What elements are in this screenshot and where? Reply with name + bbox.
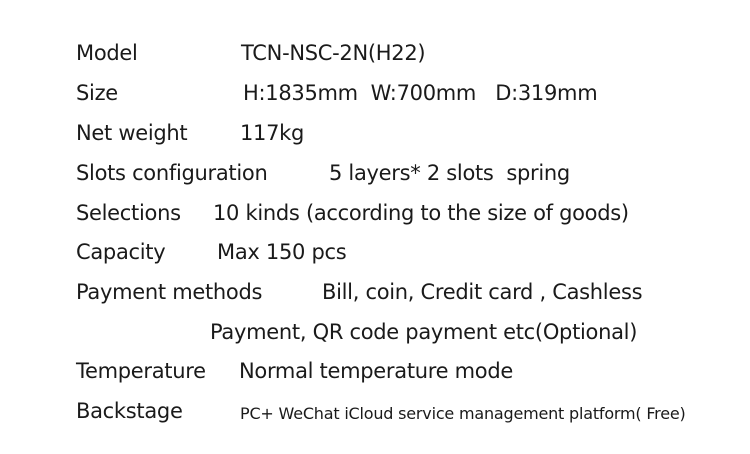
capacity-value: Max 150 pcs [217, 240, 347, 264]
backstage-value: PC+ WeChat iCloud service management platform( Free) [240, 404, 686, 423]
payment-label: Payment methods [76, 280, 263, 304]
selections-value: 10 kinds (according to the size of goods) [213, 201, 629, 225]
capacity-label: Capacity [76, 240, 166, 264]
net-weight-label: Net weight [76, 121, 188, 145]
net-weight-value: 117kg [240, 121, 305, 145]
payment-value-line1: Bill, coin, Credit card , Cashless [322, 280, 643, 304]
slots-label: Slots configuration [76, 161, 268, 185]
model-value: TCN-NSC-2N(H22) [241, 41, 426, 65]
slots-value: 5 layers* 2 slots spring [329, 161, 570, 185]
payment-value-line2: Payment, QR code payment etc(Optional) [210, 320, 638, 344]
selections-label: Selections [76, 201, 181, 225]
temperature-label: Temperature [76, 359, 206, 383]
size-value: H:1835mm W:700mm D:319mm [243, 81, 598, 105]
backstage-label: Backstage [76, 399, 183, 423]
temperature-value: Normal temperature mode [239, 359, 513, 383]
model-label: Model [76, 41, 138, 65]
size-label: Size [76, 81, 118, 105]
